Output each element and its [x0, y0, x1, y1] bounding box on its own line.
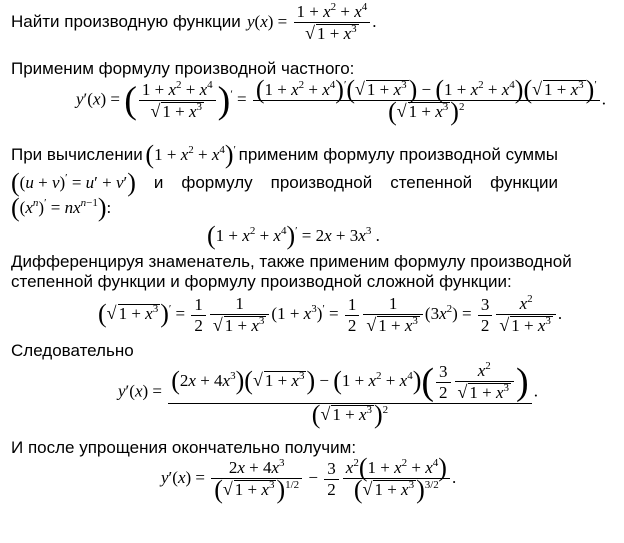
text-pri-vychislenii: При вычислении [11, 145, 143, 164]
text-derivative: производной [270, 173, 373, 192]
sum-rule-line [11, 140, 558, 169]
power-rule-line [11, 168, 558, 197]
sum-rule-formula: ((u + v)′ = u′ + v′) [11, 168, 136, 197]
denominator-derivative: (√ $1 + x^3)'$ = $\frac{1}{2}$ $\frac{1}{√ 1 + x^3}$ $(1 + x^3)'$ = $\frac{1}{2}$ $\frac{1}{√ 1 + x^3}$ $(3x^2)$ = $\frac{3}{2}$ $\frac{x^2}{√ 1 + x^3}$ . [98, 293, 563, 335]
quotient-rule-text: Применим формулу производной частного: [11, 59, 355, 78]
final-answer: y′(x) = $\frac{2x + 4x^3}{(√ 1 + x^3)^{1/2}}$ − $\frac{3}{2}$ $\frac{x^2(1 + x^2 + x^4)}{(√ 1 + x^3)^{3/2}}$ . [161, 453, 457, 504]
sum-expression: $(1 + x^2 + x^4)'$ [145, 140, 236, 169]
denominator-text-1: Дифференцируя знаменатель, также применим формулу производной [11, 252, 572, 271]
text-function: функции [490, 173, 558, 192]
text-power: степенной [390, 173, 473, 192]
substituted-derivative: y′(x) = $(2x + 4x^3)(√$ $1 + x^3) - (1 + x^2 + x^4)$( $\frac{3}{2}$ $\frac{x^2}{√ 1 + x^3}$ ) (√ $1 + x^3)^2$ . [118, 360, 538, 430]
numerator-derivative: $(1 + x^2 + x^4)' = 2x + 3x^3$ . [207, 221, 380, 250]
final-simplification-text: И после упрощения окончательно получим: [11, 438, 357, 457]
power-rule-formula: $((x^n)' = nx^{n-1})$: [11, 193, 112, 222]
text-formula: формулу [181, 173, 253, 192]
quotient-rule-formula: y′(x) = ( $\frac{1 + x^2 + x^4}{√ 1 + x^3}$ )′ = $\frac{(1 + x^2 + x^4)'(√ 1 + x^3) - (1 + x^2 + x^4)(√ 1 + x^3)'}{(√ 1 + x^3)^2}$ . [76, 75, 606, 126]
consequently-text: Следовательно [11, 341, 134, 360]
text-and: и [153, 173, 164, 192]
function-definition: y(x) = $\frac{1 + x^2 + x^4}{√ 1 + x^3}$ . [247, 1, 377, 43]
task-statement: Найти производную функции [11, 12, 241, 31]
denominator-text-2: степенной функции и формулу производной сложной функции: [11, 272, 512, 291]
text-sum-rule: применим формулу производной суммы [238, 145, 558, 164]
